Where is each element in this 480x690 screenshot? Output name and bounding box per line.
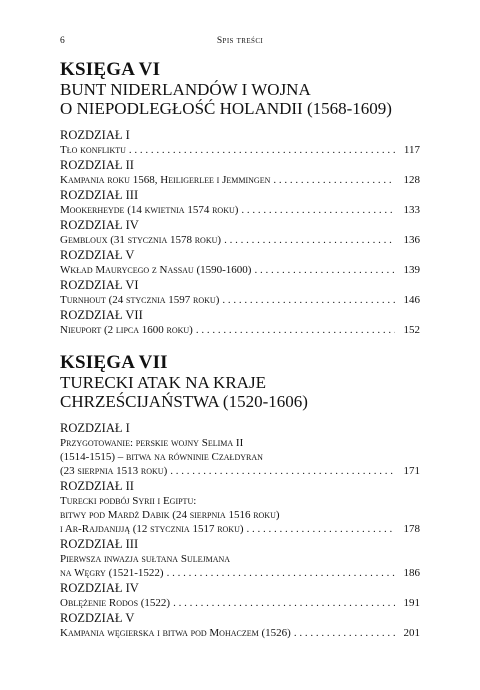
chapter-title [60,203,420,217]
book-subtitle-line: BUNT NIDERLANDÓW I WOJNA [60,80,311,99]
chapter-title-line: Kampania roku 1568, Heiligerlee i Jemmingen [60,174,271,186]
dot-leader [294,626,395,640]
chapter-entry [60,248,420,277]
chapter-label: ROZDZIAŁ I [60,421,130,435]
chapter-title [60,626,420,640]
chapter-title-line: Przygotowanie: perskie wojny Selima II [60,437,244,449]
chapter-title [60,323,420,337]
page-number: 6 [60,36,65,46]
chapter-label: ROZDZIAŁ IV [60,218,139,232]
chapter-page-number: 186 [403,567,420,579]
chapter-entry [60,158,420,187]
book-subtitle-line: O NIEPODLEGŁOŚĆ HOLANDII (1568-1609) [60,99,392,118]
chapter-label: ROZDZIAŁ V [60,611,135,625]
chapter-title [60,263,420,277]
chapter-title-line: Turnhout (24 stycznia 1597 roku) [60,294,220,306]
dot-leader [167,566,395,580]
book-section [60,60,420,337]
chapter-page-number: 128 [403,174,420,186]
chapter-title-line: i Ar-Rajdanijją (12 stycznia 1517 roku) [60,523,244,535]
chapter-label: ROZDZIAŁ III [60,188,139,202]
chapter-label: ROZDZIAŁ VI [60,278,139,292]
chapter-label: ROZDZIAŁ IV [60,581,139,595]
chapter-page-number: 146 [403,294,420,306]
chapter-entry [60,278,420,307]
chapter-title [60,552,420,580]
book-subtitle-line: TURECKI ATAK NA KRAJE [60,373,266,392]
chapter-page-number: 133 [403,204,420,216]
chapter-label: ROZDZIAŁ I [60,128,130,142]
chapter-page-number: 117 [403,144,420,156]
book-heading [60,60,420,118]
chapter-label: ROZDZIAŁ V [60,248,135,262]
chapter-title [60,436,420,478]
book-section [60,353,420,640]
dot-leader [224,233,395,247]
dot-leader [247,522,395,536]
chapter-title-line: Wkład Maurycego z Nassau (1590-1600) [60,264,252,276]
chapter-entry [60,218,420,247]
chapter-title-line: (1514-1515) – bitwa na równinie Czałdyran [60,451,263,463]
dot-leader [254,263,395,277]
chapter-title-line: Nieuport (2 lipca 1600 roku) [60,324,193,336]
book-subtitle-line: CHRZEŚCIJAŃSTWA (1520-1606) [60,392,308,411]
chapter-page-number: 139 [403,264,420,276]
chapter-entry [60,128,420,157]
chapter-title-line: Tło konfliktu [60,144,126,156]
chapter-label: ROZDZIAŁ II [60,158,134,172]
chapter-label: ROZDZIAŁ III [60,537,139,551]
chapter-title [60,293,420,307]
chapter-page-number: 178 [403,523,420,535]
book-title: KSIĘGA VII [60,352,168,373]
chapter-entry [60,188,420,217]
chapter-title [60,494,420,536]
book-title: KSIĘGA VI [60,59,161,80]
chapter-label: ROZDZIAŁ II [60,479,134,493]
chapter-page-number: 152 [403,324,420,336]
chapter-title [60,596,420,610]
chapter-entry [60,537,420,580]
chapter-title-line: na Węgry (1521-1522) [60,567,164,579]
chapter-title-line: (23 sierpnia 1513 roku) [60,465,168,477]
dot-leader [196,323,395,337]
chapter-title-line: Turecki podbój Syrii i Egiptu: [60,495,197,507]
chapter-title [60,143,420,157]
chapter-label: ROZDZIAŁ VII [60,308,143,322]
chapter-title-line: Mookerheyde (14 kwietnia 1574 roku) [60,204,239,216]
dot-leader [222,293,395,307]
dot-leader [241,203,395,217]
dot-leader [170,464,395,478]
chapter-entry [60,611,420,640]
chapter-entry [60,308,420,337]
dot-leader [273,173,395,187]
chapter-title [60,233,420,247]
chapter-entry [60,421,420,478]
dot-leader [173,596,395,610]
chapter-entry [60,581,420,610]
chapter-page-number: 191 [403,597,420,609]
chapter-page-number: 201 [403,627,420,639]
chapter-entry [60,479,420,536]
dot-leader [129,143,395,157]
chapter-title-line: Gembloux (31 stycznia 1578 roku) [60,234,222,246]
running-head-title: Spis treści [216,36,264,46]
chapter-title [60,173,420,187]
chapter-page-number: 171 [403,465,420,477]
chapter-page-number: 136 [403,234,420,246]
chapter-title-line: Pierwsza inwazja sułtana Sulejmana [60,553,231,565]
running-head [58,36,422,50]
chapter-title-line: Oblężenie Rodos (1522) [60,597,171,609]
chapter-title-line: bitwy pod Mardż Dabik (24 sierpnia 1516 roku) [60,509,280,521]
book-heading [60,353,420,411]
chapter-title-line: Kampania węgierska i bitwa pod Mohaczem (1526) [60,627,291,639]
table-of-contents [60,60,420,640]
